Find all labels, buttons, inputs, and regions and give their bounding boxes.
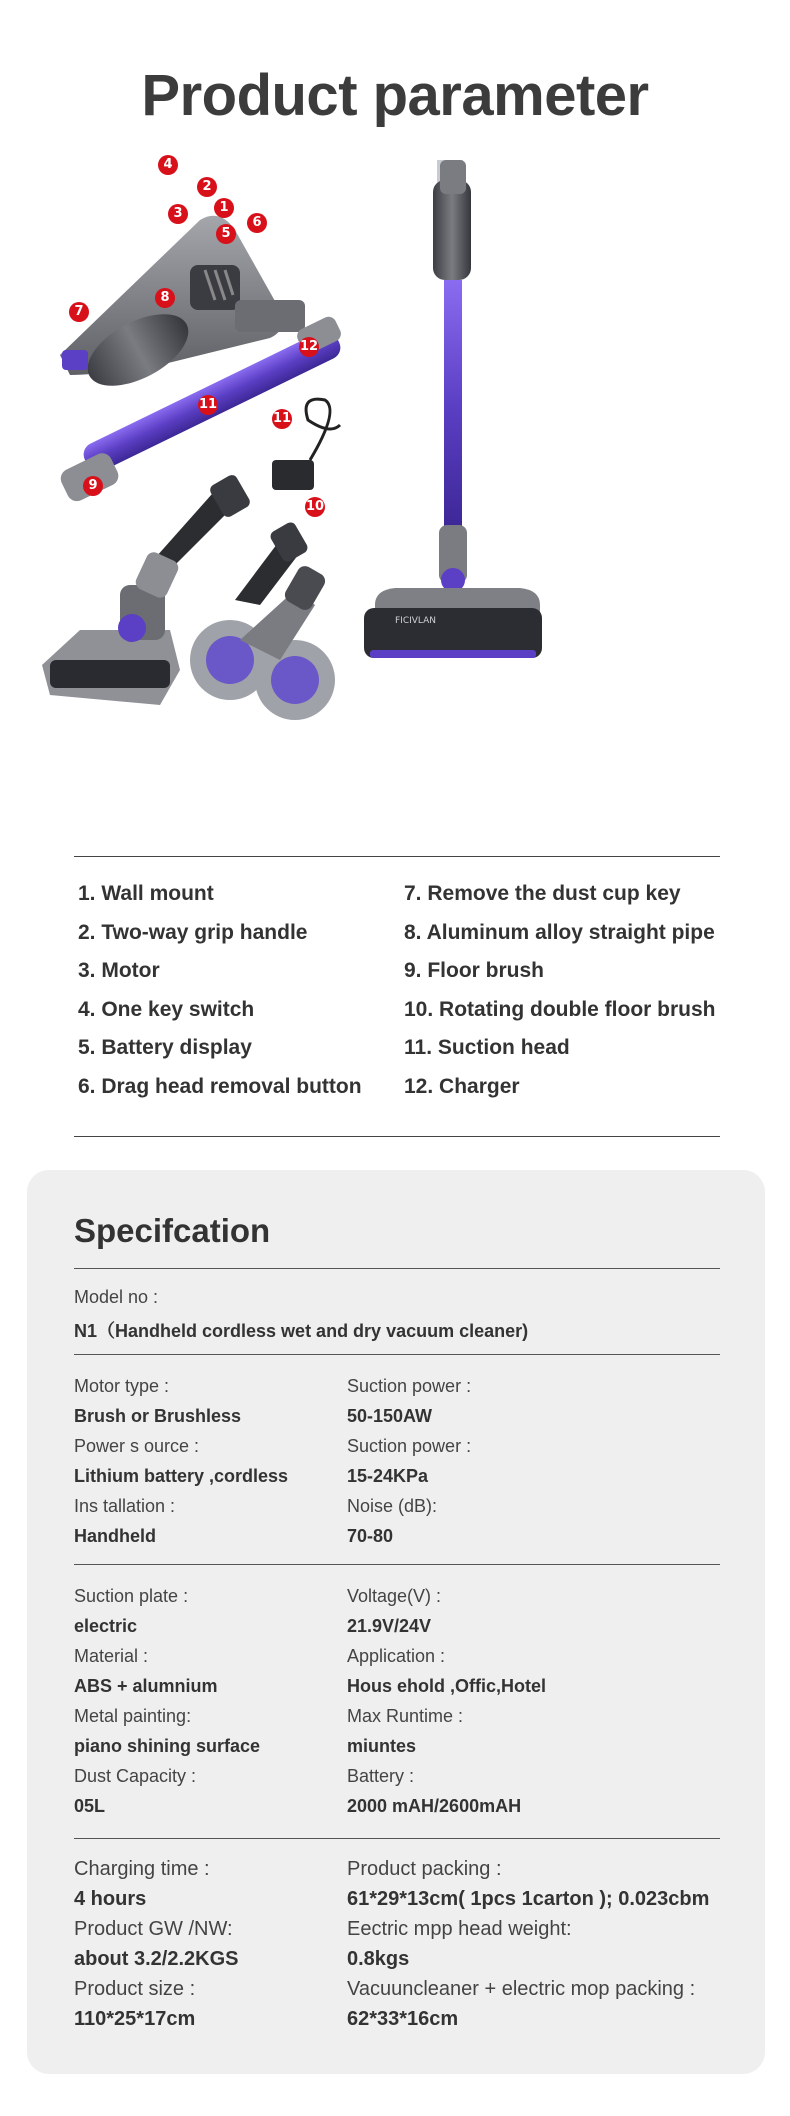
list-item: 2. Two-way grip handle <box>78 920 308 944</box>
callout-badge: 5 <box>216 224 236 244</box>
list-item: 12. Charger <box>404 1074 520 1098</box>
spec-label: Voltage(V) : <box>347 1586 442 1606</box>
callout-badge: 11 <box>198 395 218 415</box>
spec-value: 2000 mAH/2600mAH <box>347 1796 522 1816</box>
specification-panel <box>27 1170 765 2074</box>
spec-label: Charging time : <box>74 1858 210 1880</box>
callout-badge: 11 <box>272 409 292 429</box>
spec-label: Vacuuncleaner + electric mop packing : <box>347 1978 696 2000</box>
spec-value: 21.9V/24V <box>347 1616 432 1636</box>
floor-brush <box>42 550 181 705</box>
spec-label: Suction plate : <box>74 1586 189 1606</box>
spec-value: miuntes <box>347 1736 417 1756</box>
divider <box>74 856 720 857</box>
callout-badge: 10 <box>305 497 325 517</box>
assembled-stick-vacuum <box>364 160 542 658</box>
model-label: Model no : <box>74 1287 159 1307</box>
parts-list-right <box>404 882 716 1114</box>
spec-label: Power s ource : <box>74 1436 200 1456</box>
spec-label: Battery : <box>347 1766 415 1786</box>
spec-label: Suction power : <box>347 1376 472 1396</box>
list-item: 1. Wall mount <box>78 882 214 905</box>
callout-badge: 3 <box>168 204 188 224</box>
divider <box>74 1268 720 1269</box>
spec-value: electric <box>74 1616 138 1636</box>
section-title: Specifcation <box>74 1212 271 1249</box>
spec-value: piano shining surface <box>74 1736 261 1756</box>
spec-value: 62*33*16cm <box>347 2008 459 2030</box>
list-item: 4. One key switch <box>78 997 255 1021</box>
spec-label: Product packing : <box>347 1858 502 1880</box>
vacuum-components-illustration <box>40 160 750 820</box>
spec-value: Handheld <box>74 1526 157 1546</box>
callout-badge: 9 <box>83 476 103 496</box>
callout-badge: 8 <box>155 288 175 308</box>
spec-label: Dust Capacity : <box>74 1766 197 1786</box>
spec-label: Product size : <box>74 1978 196 2000</box>
spec-label: Noise (dB): <box>347 1496 438 1516</box>
spec-value: 110*25*17cm <box>74 2008 196 2030</box>
list-item: 9. Floor brush <box>404 959 545 983</box>
callout-badge: 2 <box>197 177 217 197</box>
divider <box>74 1838 720 1839</box>
list-item: 8. Aluminum alloy straight pipe <box>404 920 715 944</box>
callout-badge: 6 <box>247 213 267 233</box>
page-title: Product parameter <box>141 63 649 128</box>
spec-label: Eectric mpp head weight: <box>347 1918 572 1940</box>
model-value: N1（Handheld cordless wet and dry vacuum cleaner) <box>74 1321 529 1341</box>
divider <box>74 1354 720 1355</box>
callout-badge: 12 <box>299 337 319 357</box>
spec-value: 05L <box>74 1796 106 1816</box>
spec-label: Application : <box>347 1646 446 1666</box>
callout-badge: 7 <box>69 302 89 322</box>
spec-value: ABS + alumnium <box>74 1676 218 1696</box>
spec-label: Suction power : <box>347 1436 472 1456</box>
spec-value: Lithium battery ,cordless <box>74 1466 289 1486</box>
divider <box>74 1564 720 1565</box>
spec-label: Metal painting: <box>74 1706 192 1726</box>
spec-label: Max Runtime : <box>347 1706 464 1726</box>
spec-value: 50-150AW <box>347 1406 433 1426</box>
spec-value: 61*29*13cm( 1pcs 1carton ); 0.023cbm <box>347 1888 710 1910</box>
callout-badge: 1 <box>214 198 234 218</box>
list-item: 11. Suction head <box>404 1036 570 1060</box>
list-item: 10. Rotating double floor brush <box>404 997 716 1021</box>
spec-label: Ins tallation : <box>74 1496 176 1516</box>
parts-list-left <box>78 882 362 1114</box>
product-image <box>40 157 750 820</box>
list-item: 3. Motor <box>78 959 160 983</box>
spec-value: 15-24KPa <box>347 1466 429 1486</box>
spec-value: 0.8kgs <box>347 1948 410 1970</box>
spec-label: Product GW /NW: <box>74 1918 233 1940</box>
divider <box>74 1136 720 1137</box>
spec-value: 70-80 <box>347 1526 394 1546</box>
spec-value: about 3.2/2.2KGS <box>74 1948 239 1970</box>
list-item: 5. Battery display <box>78 1036 252 1060</box>
spec-value: Brush or Brushless <box>74 1406 242 1426</box>
callout-badge: 4 <box>158 155 178 175</box>
spec-label: Material : <box>74 1646 149 1666</box>
list-item: 6. Drag head removal button <box>78 1074 362 1098</box>
spec-value: 4 hours <box>74 1888 147 1910</box>
spec-value: Hous ehold ,Offic,Hotel <box>347 1676 547 1696</box>
list-item: 7. Remove the dust cup key <box>404 882 681 905</box>
brand-label: FICIVLAN <box>395 616 437 626</box>
spec-label: Motor type : <box>74 1376 170 1396</box>
